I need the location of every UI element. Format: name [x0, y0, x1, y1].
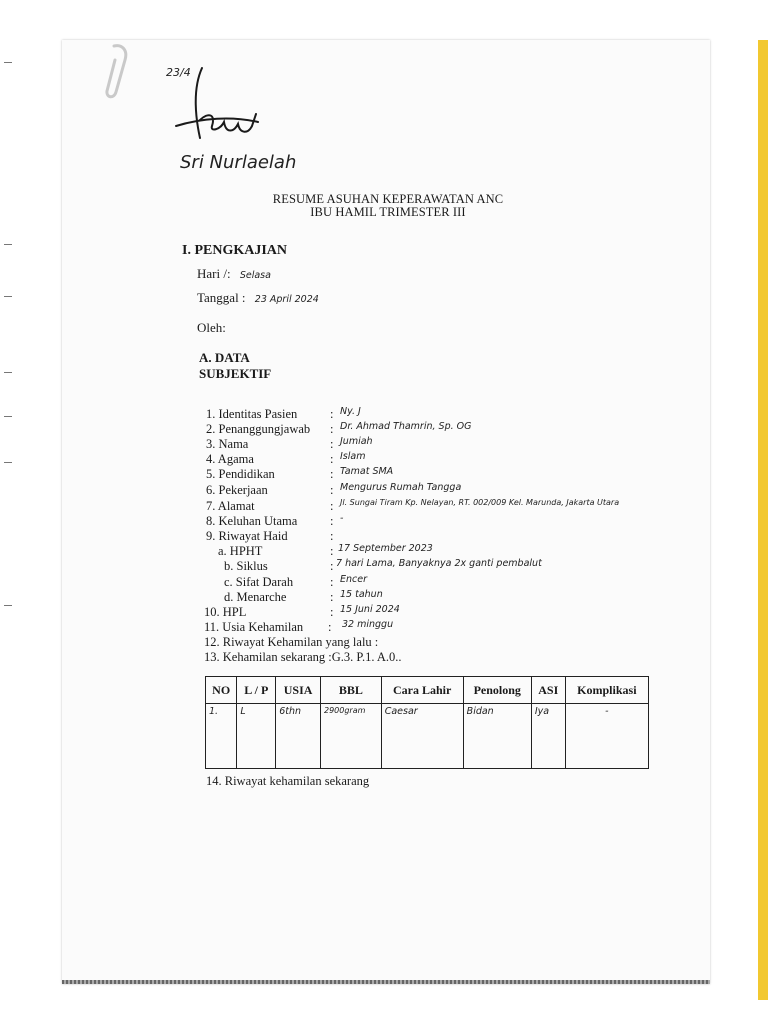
item-label: 2. Penanggungjawab	[206, 422, 311, 436]
table-cell: 2900gram	[320, 704, 381, 769]
item-colon: :	[330, 467, 334, 481]
edge-mark	[4, 462, 12, 463]
item-colon: :	[330, 590, 334, 604]
item-label: 7. Alamat	[206, 499, 255, 513]
signature-icon	[162, 60, 272, 150]
section-a-heading-line2: SUBJEKTIF	[199, 366, 272, 381]
item-label: 13. Kehamilan sekarang :G.3. P.1. A.0..	[204, 650, 402, 664]
item-value: Ny. J	[340, 406, 361, 417]
tanggal-label: Tanggal :	[197, 290, 246, 305]
item-label: 12. Riwayat Kehamilan yang lalu :	[204, 635, 379, 649]
column-header: NO	[206, 677, 237, 704]
item-value: 17 September 2023	[338, 543, 433, 554]
table-cell: Caesar	[381, 704, 463, 769]
item-label: 11. Usia Kehamilan	[204, 620, 304, 634]
item-label: c. Sifat Darah	[224, 575, 294, 589]
hari-row	[197, 266, 271, 282]
table-cell: Iya	[531, 704, 565, 769]
item-colon: :	[330, 559, 334, 573]
section-a-heading-line1: A. DATA	[199, 350, 250, 365]
oleh-label: Oleh:	[197, 320, 226, 335]
column-header: BBL	[320, 677, 381, 704]
paperclip-icon	[100, 42, 136, 102]
edge-mark	[4, 416, 12, 417]
item-label: 8. Keluhan Utama	[206, 514, 298, 528]
column-header: Cara Lahir	[381, 677, 463, 704]
item-label: b. Siklus	[224, 559, 268, 573]
column-header: USIA	[276, 677, 321, 704]
table-cell: Bidan	[463, 704, 531, 769]
edge-mark	[4, 605, 12, 606]
yellow-background-edge	[758, 40, 768, 1000]
item-label: 4. Agama	[206, 452, 254, 466]
item-value: 7 hari Lama, Banyaknya 2x ganti pembalut	[336, 558, 542, 569]
edge-mark	[4, 244, 12, 245]
tanggal-row	[197, 290, 319, 306]
section-a-heading	[199, 350, 271, 382]
item-colon: :	[330, 422, 334, 436]
document-subtitle: IBU HAMIL TRIMESTER III	[310, 205, 466, 219]
item-label: 10. HPL	[204, 605, 247, 619]
item-colon: :	[330, 605, 334, 619]
column-header: Komplikasi	[565, 677, 648, 704]
table-cell: L	[237, 704, 276, 769]
item-value: 15 Juni 2024	[340, 604, 400, 615]
tanggal-value: 23 April 2024	[254, 294, 319, 305]
item-colon: :	[330, 407, 334, 421]
document-title: RESUME ASUHAN KEPERAWATAN ANC	[272, 192, 504, 206]
item-colon: :	[330, 544, 334, 558]
edge-mark	[4, 296, 12, 297]
column-header: L / P	[237, 677, 276, 704]
item-value: -	[340, 513, 344, 524]
item-value: 15 tahun	[340, 589, 383, 600]
item-value: Jumiah	[340, 436, 373, 447]
background-strip	[0, 0, 60, 1024]
item-label: 3. Nama	[206, 437, 249, 451]
table-cell: 6thn	[276, 704, 321, 769]
item-colon: :	[330, 437, 334, 451]
item-value: 32 minggu	[342, 619, 394, 630]
item-value: Dr. Ahmad Thamrin, Sp. OG	[340, 421, 472, 432]
item-colon: :	[330, 452, 334, 466]
table-header-row	[206, 677, 649, 704]
signature-date: 23/4	[166, 66, 191, 79]
hari-value: Selasa	[239, 270, 271, 281]
column-header: ASI	[531, 677, 565, 704]
section-heading-pengkajian: I. PENGKAJIAN	[182, 243, 288, 258]
item-label: 5. Pendidikan	[206, 467, 275, 481]
item-colon: :	[330, 483, 334, 497]
item-value: Mengurus Rumah Tangga	[340, 482, 462, 493]
signature-name: Sri Nurlaelah	[180, 152, 297, 173]
item-label: a. HPHT	[218, 544, 263, 558]
item-value: Tamat SMA	[340, 466, 394, 477]
table-cell: 1.	[206, 704, 237, 769]
item-colon: :	[330, 575, 334, 589]
item-label: d. Menarche	[224, 590, 287, 604]
edge-mark	[4, 62, 12, 63]
item-label: 6. Pekerjaan	[206, 483, 268, 497]
item-value: Jl. Sungai Tiram Kp. Nelayan, RT. 002/009 Kel. Marunda, Jakarta Utara	[340, 498, 620, 507]
item-value: Encer	[340, 574, 367, 585]
page-bottom-edge	[62, 980, 710, 984]
item-label: 1. Identitas Pasien	[206, 407, 298, 421]
table-cell: -	[565, 704, 648, 769]
pregnancy-history-table	[205, 676, 649, 769]
item-colon: :	[328, 620, 332, 634]
table-row	[206, 704, 649, 769]
item-label: 9. Riwayat Haid	[206, 529, 288, 543]
document-page	[62, 40, 710, 984]
item-colon: :	[330, 514, 334, 528]
hari-label: Hari /:	[197, 266, 231, 281]
item-colon: :	[330, 529, 334, 543]
column-header: Penolong	[463, 677, 531, 704]
item-colon: :	[330, 499, 334, 513]
item-value: Islam	[340, 451, 366, 462]
item-14-label: 14. Riwayat kehamilan sekarang	[206, 774, 370, 788]
edge-mark	[4, 372, 12, 373]
